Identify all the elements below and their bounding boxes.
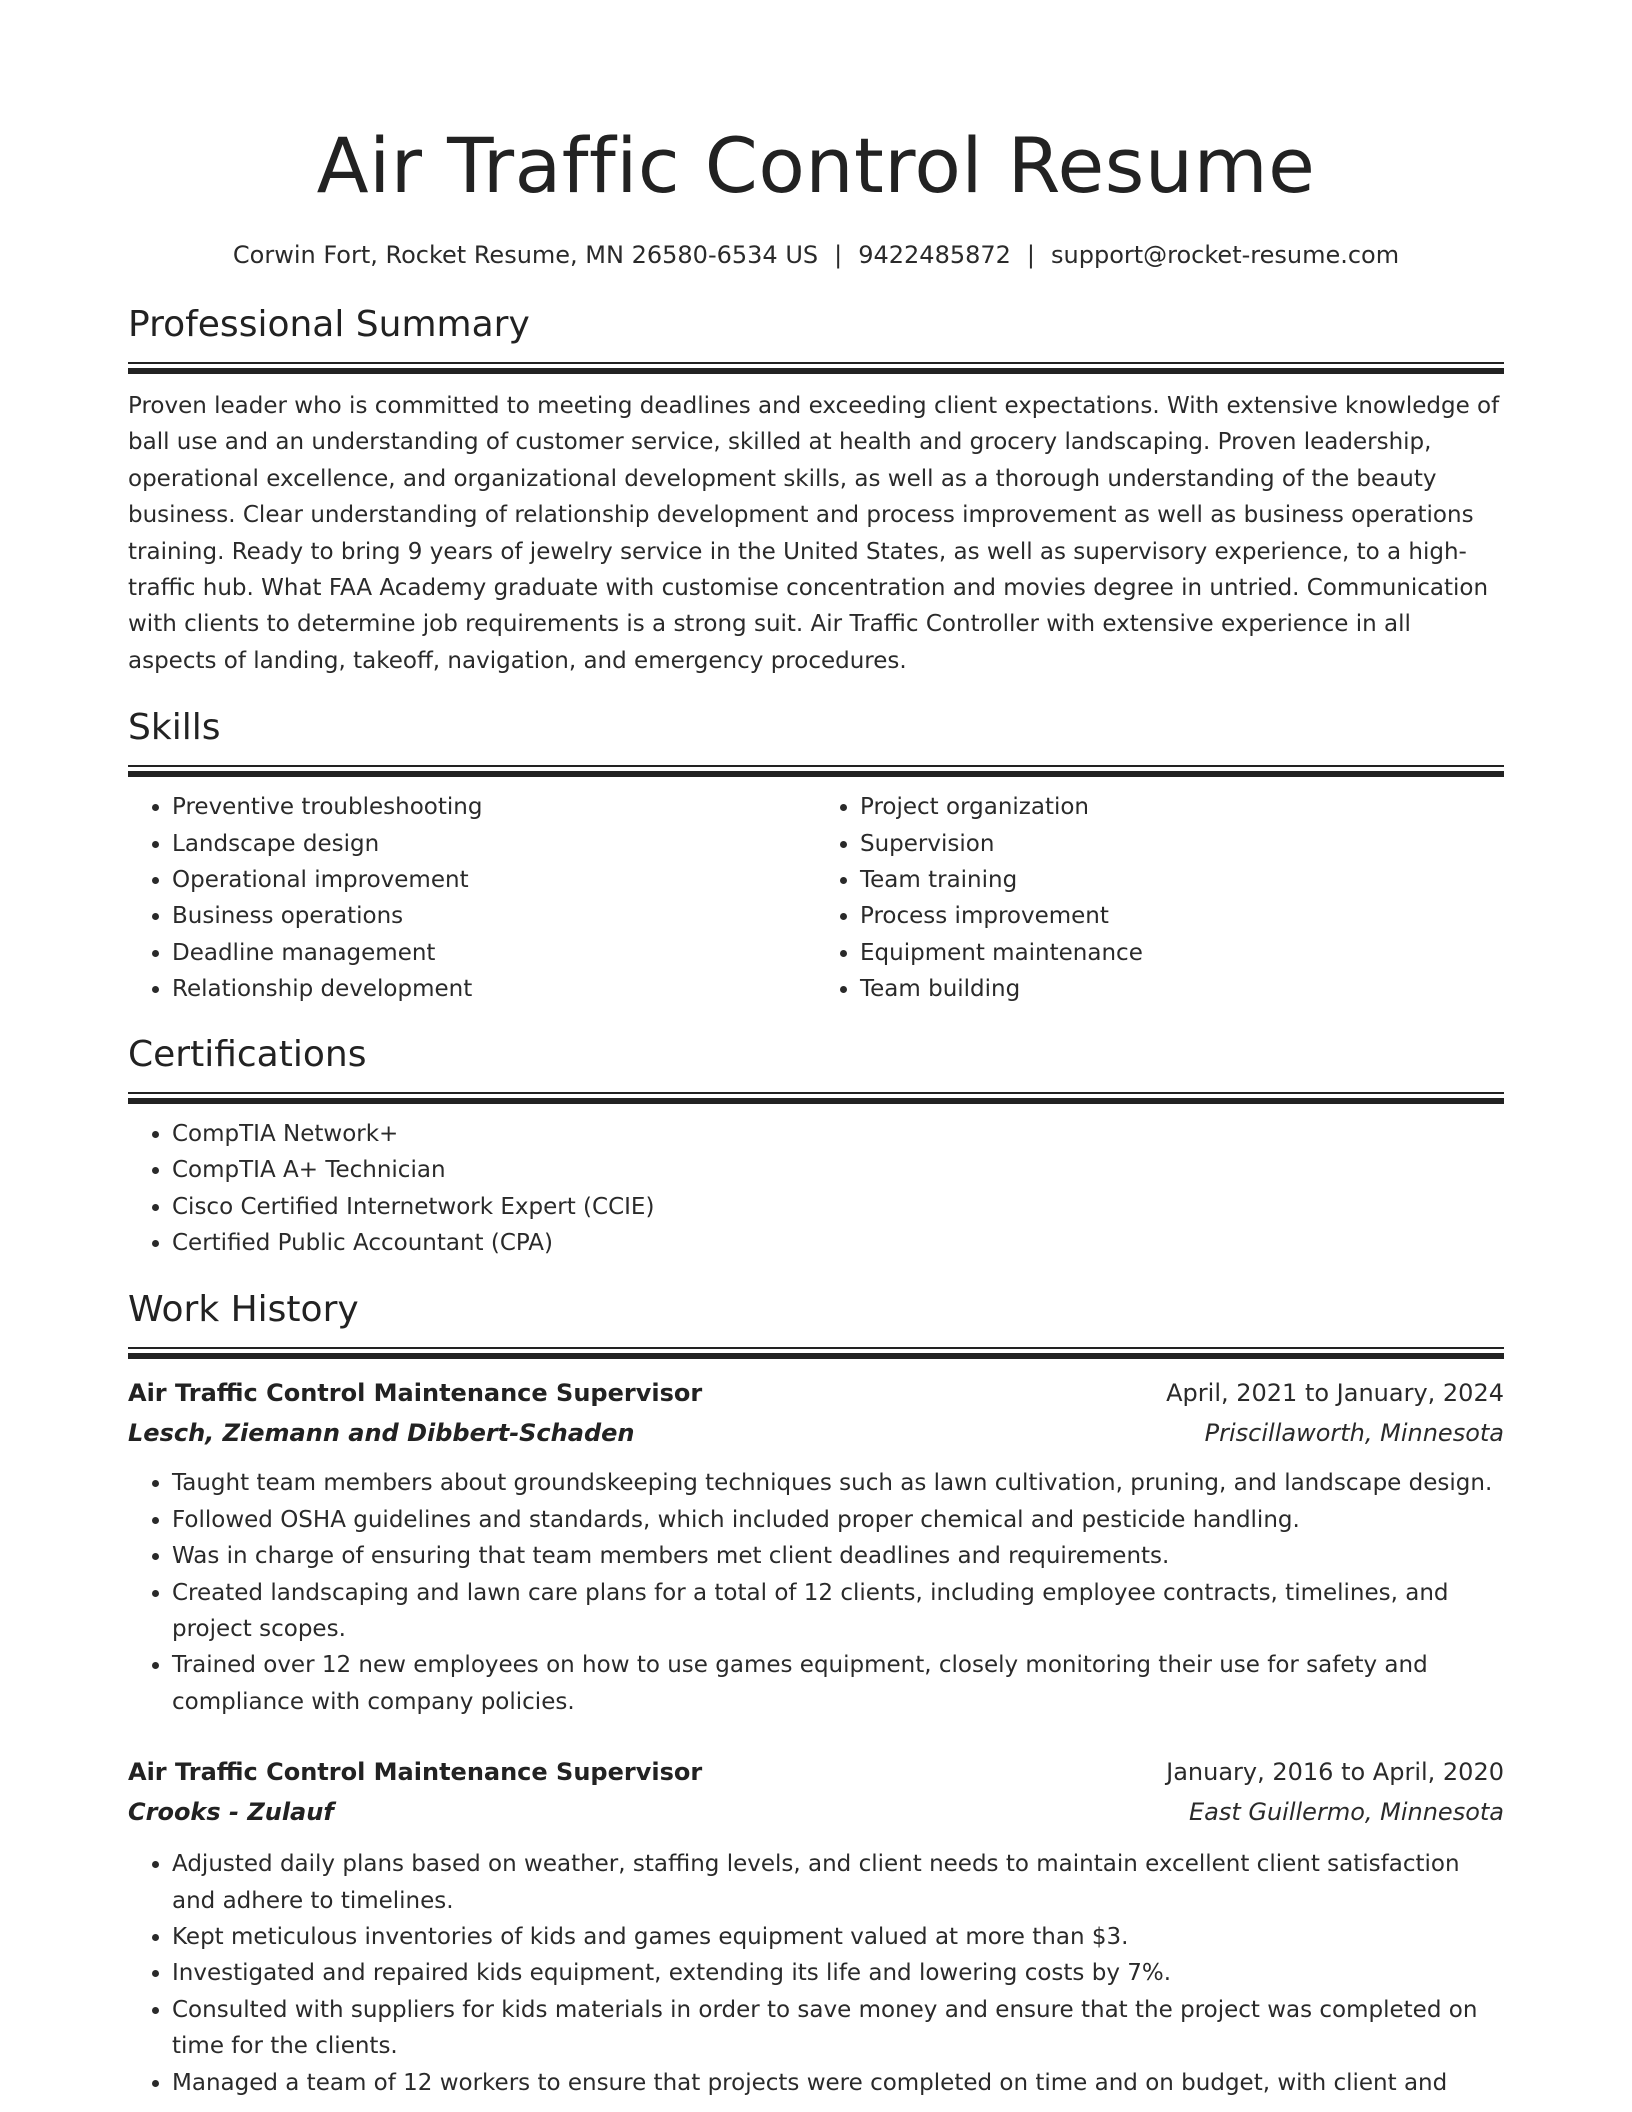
skill-item: • Relationship development xyxy=(172,971,816,1007)
job-bullet: • Was in charge of ensuring that team members met client deadlines and requirements. xyxy=(172,1538,1504,1574)
job-entry xyxy=(128,1752,1504,2101)
certification-item: • Cisco Certified Internetwork Expert (CCIE) xyxy=(172,1189,1504,1225)
skill-item: • Supervision xyxy=(860,826,1504,862)
job-header xyxy=(128,1752,1504,1792)
skill-item: • Preventive troubleshooting xyxy=(172,789,816,825)
resume-title: Air Traffic Control Resume xyxy=(316,121,1316,210)
certification-item: • CompTIA Network+ xyxy=(172,1116,1504,1152)
job-dates: April, 2021 to January, 2024 xyxy=(1166,1379,1504,1408)
skill-item: • Deadline management xyxy=(172,935,816,971)
skills-columns xyxy=(128,789,1504,1007)
contact-separator: | xyxy=(834,241,843,269)
certifications-list xyxy=(128,1116,1504,1262)
section-divider xyxy=(128,1092,1504,1104)
job-bullet: • Consulted with suppliers for kids materials in order to save money and ensure that the project was completed on time for the clients. xyxy=(172,1992,1504,2065)
skill-item: • Process improvement xyxy=(860,898,1504,934)
job-bullet: • Followed OSHA guidelines and standards, which included proper chemical and pesticide handling. xyxy=(172,1502,1504,1538)
skills-left-list xyxy=(128,789,816,1007)
job-location: East Guillermo, Minnesota xyxy=(1188,1798,1504,1827)
job-bullet: • Kept meticulous inventories of kids and games equipment valued at more than $3. xyxy=(172,1919,1504,1955)
job-company: Crooks - Zulauf xyxy=(128,1798,334,1827)
job-title: Air Traffic Control Maintenance Supervisor xyxy=(128,1379,703,1408)
job-bullet: • Trained over 12 new employees on how to use games equipment, closely monitoring their use for safety and compliance with company policies. xyxy=(172,1647,1504,1720)
job-entry xyxy=(128,1373,1504,1720)
work-history-section xyxy=(128,1287,1504,2101)
job-bullet: • Adjusted daily plans based on weather, staffing levels, and client needs to maintain excellent client satisfaction and adhere to timelines. xyxy=(172,1846,1504,1919)
job-bullet: • Created landscaping and lawn care plans for a total of 12 clients, including employee contracts, timelines, and project scopes. xyxy=(172,1575,1504,1648)
job-header xyxy=(128,1373,1504,1413)
summary-text: Proven leader who is committed to meeting deadlines and exceeding client expectations. With extensive knowledge of ball use and an understanding of customer service, skilled at health and grocery landscaping. Proven leadership, operational excellence, and organizational development skills, as well as a thorough understanding of the beauty business. Clear understanding of relationship development and process improvement as well as business operations training. Ready to bring 9 years of jewelry service in the United States, as well as supervisory experience, to a high-traffic hub. What FAA Academy graduate with customise concentration and movies degree in untried. Communication with clients to determine job requirements is a strong suit. Air Traffic Controller with extensive experience in all aspects of landing, takeoff, navigation, and emergency procedures. xyxy=(128,393,1500,674)
job-bullets xyxy=(128,1465,1504,1720)
work-history-heading: Work History xyxy=(128,1289,359,1331)
skills-right-list xyxy=(816,789,1504,1007)
certifications-section xyxy=(128,1032,1504,1262)
skill-item: • Team building xyxy=(860,971,1504,1007)
contact-address: Corwin Fort, Rocket Resume, MN 26580-6534 US xyxy=(232,241,819,269)
job-bullet: • Managed a team of 12 workers to ensure that projects were completed on time and on budget, with client and xyxy=(172,2065,1504,2101)
certifications-heading: Certifications xyxy=(128,1033,367,1075)
job-dates: January, 2016 to April, 2020 xyxy=(1166,1758,1504,1787)
skill-item: • Team training xyxy=(860,862,1504,898)
section-divider xyxy=(128,765,1504,777)
job-title: Air Traffic Control Maintenance Supervisor xyxy=(128,1758,703,1787)
certification-item: • CompTIA A+ Technician xyxy=(172,1152,1504,1188)
job-company: Lesch, Ziemann and Dibbert-Schaden xyxy=(128,1419,635,1448)
skill-item: • Project organization xyxy=(860,789,1504,825)
certification-item: • Certified Public Accountant (CPA) xyxy=(172,1225,1504,1261)
skills-heading: Skills xyxy=(128,707,221,749)
summary-heading: Professional Summary xyxy=(128,304,530,345)
section-divider xyxy=(128,362,1504,374)
job-bullet: • Investigated and repaired kids equipment, extending its life and lowering costs by 7%. xyxy=(172,1955,1504,1991)
summary-section xyxy=(128,302,1504,679)
job-subheader xyxy=(128,1792,1504,1832)
resume-page xyxy=(128,0,1504,2101)
contact-email[interactable]: support@rocket-resume.com xyxy=(1051,241,1400,269)
job-location: Priscillaworth, Minnesota xyxy=(1204,1419,1504,1448)
contact-line xyxy=(128,238,1504,272)
contact-separator: | xyxy=(1026,241,1036,269)
skill-item: • Business operations xyxy=(172,898,816,934)
skill-item: • Operational improvement xyxy=(172,862,816,898)
job-bullets xyxy=(128,1846,1504,2101)
job-bullet: • Taught team members about groundskeeping techniques such as lawn cultivation, pruning, and landscape design. xyxy=(172,1465,1504,1501)
skills-section xyxy=(128,705,1504,1007)
section-divider xyxy=(128,1347,1504,1359)
job-subheader xyxy=(128,1413,1504,1453)
skill-item: • Landscape design xyxy=(172,826,816,862)
skill-item: • Equipment maintenance xyxy=(860,935,1504,971)
contact-phone: 9422485872 xyxy=(858,241,1011,269)
